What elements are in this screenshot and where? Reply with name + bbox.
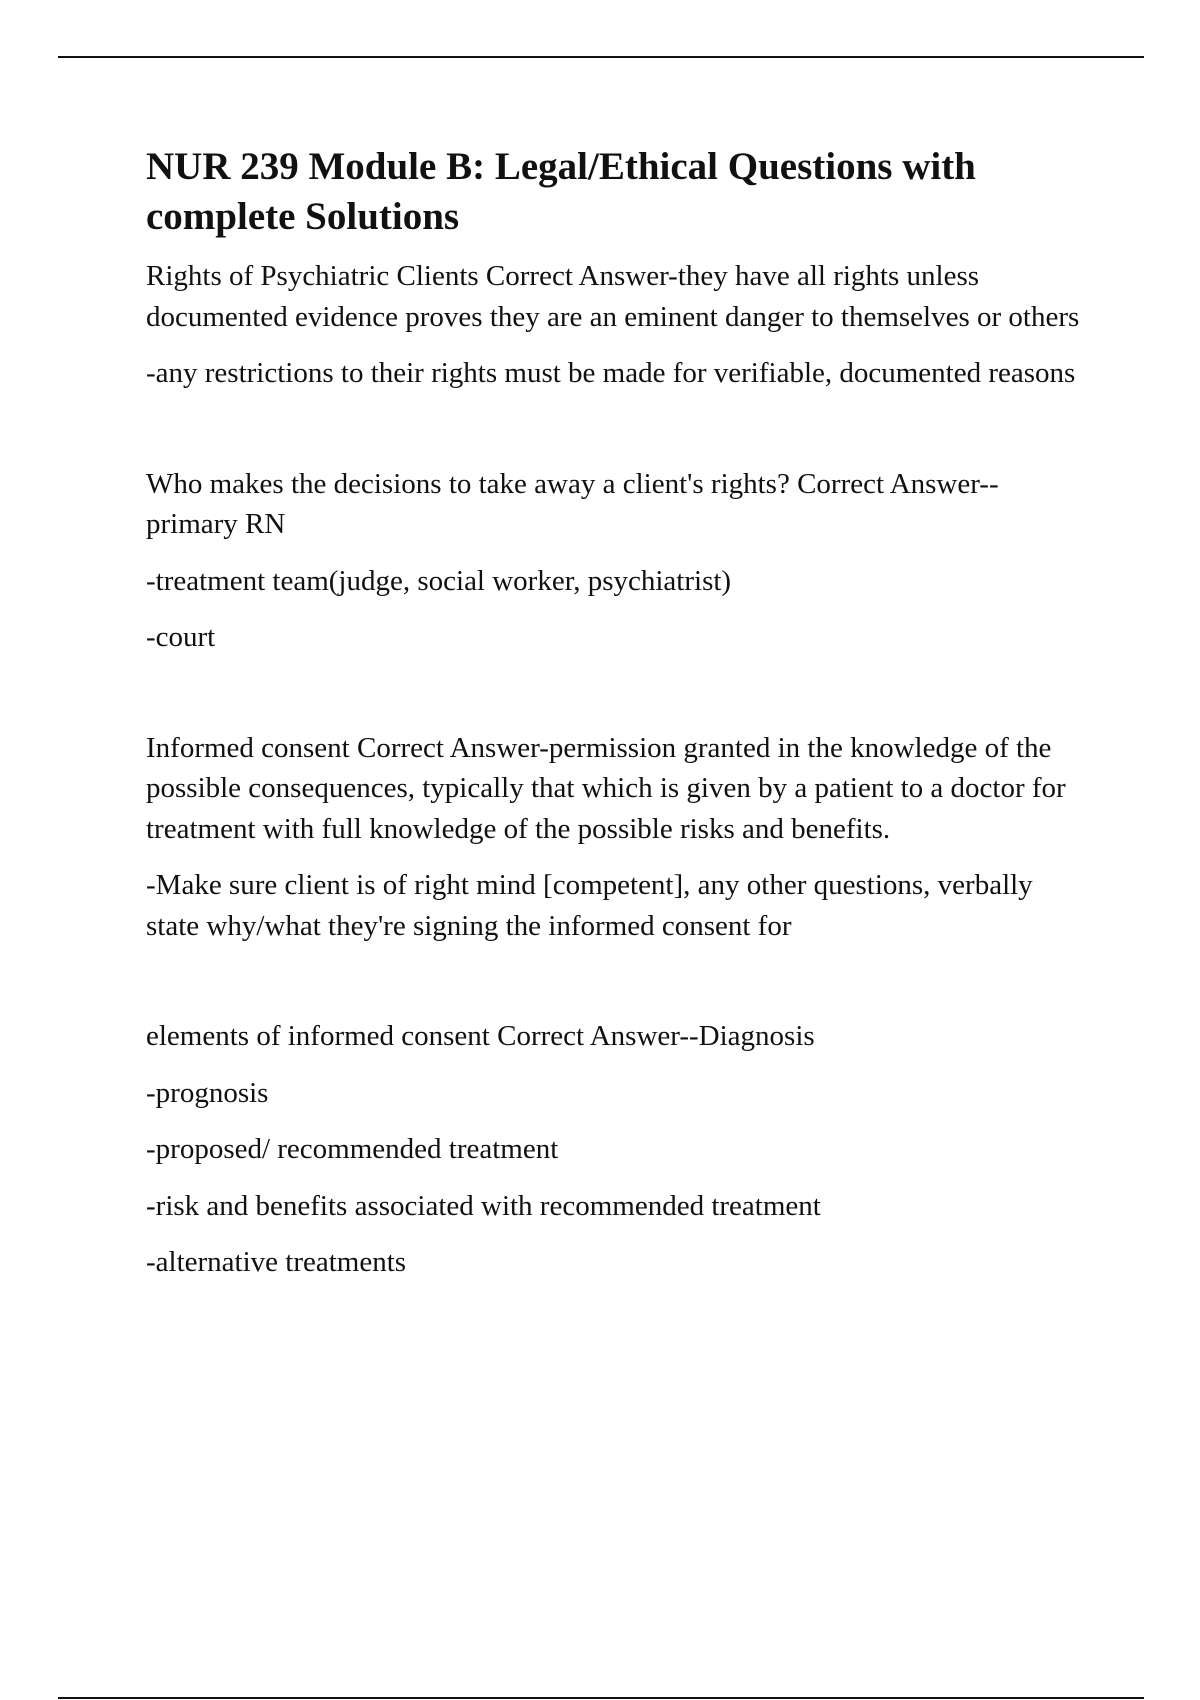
qa-question-answer: elements of informed consent Correct Answer--Diagnosis bbox=[146, 1020, 815, 1052]
footer-rule bbox=[58, 1697, 1144, 1699]
qa-block-who-decides bbox=[146, 464, 1090, 658]
qa-block-rights-of-psychiatric-clients bbox=[146, 256, 1090, 394]
qa-answer-detail: -proposed/ recommended treatment bbox=[146, 1133, 559, 1165]
qa-answer-detail: -alternative treatments bbox=[146, 1246, 407, 1278]
qa-answer-detail: -risk and benefits associated with recommended treatment bbox=[146, 1189, 821, 1222]
qa-answer-detail: -prognosis bbox=[146, 1076, 269, 1109]
qa-answer-detail: -court bbox=[146, 621, 216, 653]
qa-block-informed-consent bbox=[146, 728, 1090, 947]
qa-question-answer: Informed consent Correct Answer-permission granted in the knowledge of the possible consequences, typically that which is given by a patient to a doctor for treatment with full knowledge of the possible risks and benefits. bbox=[146, 731, 1066, 845]
document-body bbox=[146, 142, 1090, 1283]
qa-question-answer: Who makes the decisions to take away a client's rights? Correct Answer--primary RN bbox=[146, 467, 999, 540]
qa-block-elements-of-informed-consent bbox=[146, 1016, 1090, 1283]
header-rule bbox=[58, 56, 1144, 58]
qa-question-answer: Rights of Psychiatric Clients Correct Answer-they have all rights unless documented evidence proves they are an eminent danger to themselves or others bbox=[146, 260, 1080, 333]
qa-answer-detail: -any restrictions to their rights must be made for verifiable, documented reasons bbox=[146, 357, 1076, 389]
document-title: NUR 239 Module B: Legal/Ethical Questions with complete Solutions bbox=[146, 145, 976, 238]
qa-answer-detail: -treatment team(judge, social worker, psychiatrist) bbox=[146, 564, 732, 597]
qa-answer-detail: -Make sure client is of right mind [competent], any other questions, verbally state why/what they're signing the informed consent for bbox=[146, 869, 1033, 942]
